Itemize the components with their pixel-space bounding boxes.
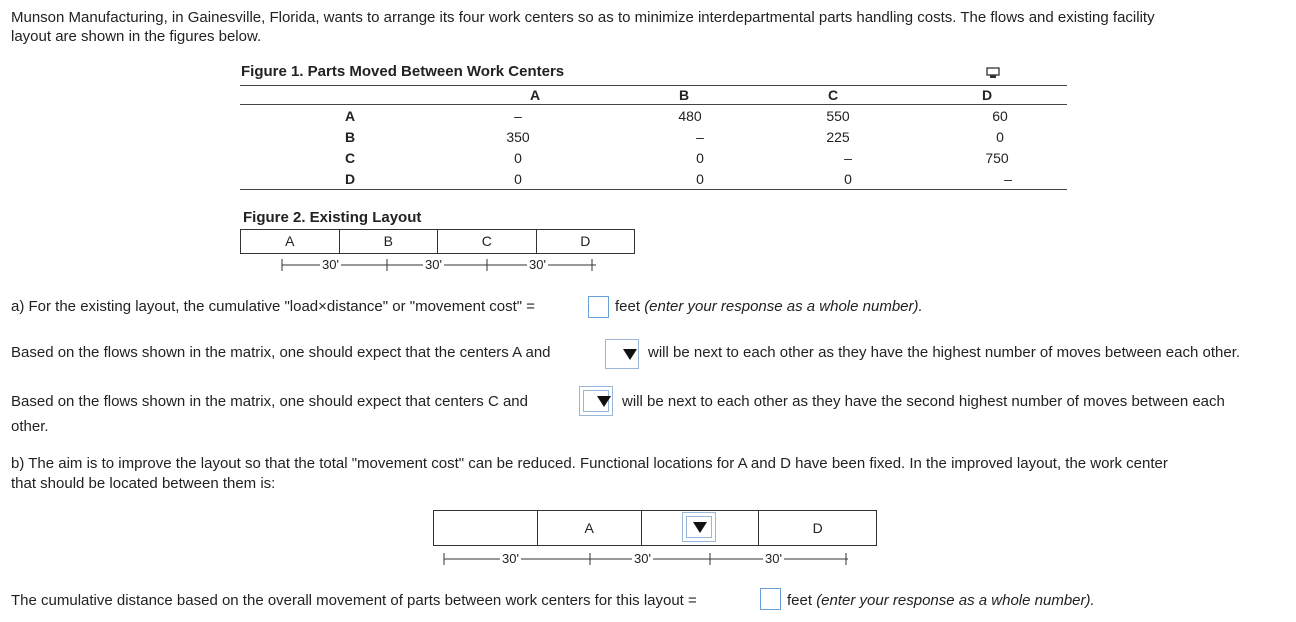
table-cell: – bbox=[844, 150, 852, 166]
cumulative-distance-input[interactable] bbox=[760, 588, 781, 610]
improved-layout-diagram bbox=[433, 510, 877, 546]
question-b-line2: that should be located between them is: bbox=[11, 475, 276, 492]
table-cell: 350 bbox=[506, 129, 530, 145]
column-header-d: D bbox=[981, 87, 993, 103]
pair2-dropdown[interactable] bbox=[579, 386, 613, 416]
column-header-c: C bbox=[827, 87, 839, 103]
table-cell: – bbox=[1004, 171, 1012, 187]
feet-label: feet bbox=[615, 298, 645, 315]
intro-line-1: Munson Manufacturing, in Gainesville, Florida, wants to arrange its four work centers so as to minimize interdepartmental parts handling costs. The flows and existing facility bbox=[11, 9, 1155, 26]
figure1-bottom-rule bbox=[240, 189, 1067, 190]
table-cell: 0 bbox=[696, 171, 704, 187]
column-header-b: B bbox=[678, 87, 690, 103]
table-cell: 0 bbox=[696, 150, 704, 166]
table-cell: – bbox=[514, 108, 522, 124]
layout-cell-c: C bbox=[438, 230, 537, 253]
table-cell: 60 bbox=[992, 108, 1008, 124]
improved-cell-middle bbox=[642, 511, 760, 545]
distance-label: 30' bbox=[425, 257, 442, 272]
instruction-hint: (enter your response as a whole number). bbox=[816, 592, 1095, 609]
intro-line-2: layout are shown in the figures below. bbox=[11, 28, 262, 45]
improved-layout-dropdown[interactable] bbox=[682, 512, 716, 542]
row-label: C bbox=[344, 150, 356, 166]
pair2-suffix: will be next to each other as they have the second highest number of moves between each bbox=[622, 393, 1225, 410]
pair2-suffix-line2: other. bbox=[11, 418, 49, 435]
distance-label: 30' bbox=[322, 257, 339, 272]
feet-label: feet bbox=[787, 592, 817, 609]
table-cell: 0 bbox=[996, 129, 1004, 145]
chevron-down-icon bbox=[623, 349, 637, 360]
table-cell: 0 bbox=[844, 171, 852, 187]
improved-cell-d: D bbox=[812, 520, 823, 536]
chevron-down-icon bbox=[693, 522, 707, 533]
final-question-prefix: The cumulative distance based on the overall movement of parts between work centers for this layout = bbox=[11, 592, 697, 609]
question-a-suffix bbox=[615, 297, 923, 317]
figure1-top-rule bbox=[240, 85, 1067, 86]
table-cell: 750 bbox=[985, 150, 1009, 166]
column-header-a: A bbox=[529, 87, 541, 103]
clipboard-icon[interactable] bbox=[986, 66, 1000, 78]
table-cell: 550 bbox=[826, 108, 850, 124]
pair2-prefix: Based on the flows shown in the matrix, one should expect that centers C and bbox=[11, 393, 528, 410]
distance-label: 30' bbox=[502, 551, 519, 566]
table-cell: 0 bbox=[514, 150, 522, 166]
question-a-prefix: a) For the existing layout, the cumulative "load×distance" or "movement cost" = bbox=[11, 298, 536, 315]
layout-cell-d: D bbox=[580, 233, 591, 249]
layout-cell-a: A bbox=[241, 230, 340, 253]
improved-cell-a: A bbox=[538, 511, 642, 545]
distance-label: 30' bbox=[529, 257, 546, 272]
question-b-line1: b) The aim is to improve the layout so that the total "movement cost" can be reduced. Functional locations for A and D have been fixed. In the improved layout, the work center bbox=[11, 455, 1168, 472]
improved-cell-1 bbox=[434, 511, 538, 545]
table-cell: 225 bbox=[826, 129, 850, 145]
row-label: D bbox=[344, 171, 356, 187]
instruction-hint: (enter your response as a whole number). bbox=[644, 298, 923, 315]
row-label: A bbox=[344, 108, 356, 124]
figure1-title: Figure 1. Parts Moved Between Work Centers bbox=[241, 63, 565, 80]
distance-label: 30' bbox=[634, 551, 651, 566]
pair1-suffix: will be next to each other as they have the highest number of moves between each other. bbox=[648, 344, 1241, 361]
layout-cell-b: B bbox=[340, 230, 439, 253]
pair1-dropdown[interactable] bbox=[605, 339, 639, 369]
movement-cost-input[interactable] bbox=[588, 296, 609, 318]
final-question-suffix bbox=[787, 591, 1095, 611]
chevron-down-icon bbox=[597, 396, 611, 407]
figure2-title: Figure 2. Existing Layout bbox=[243, 209, 422, 226]
figure1-header-rule bbox=[240, 104, 1067, 105]
table-cell: – bbox=[696, 129, 704, 145]
pair1-prefix: Based on the flows shown in the matrix, one should expect that the centers A and bbox=[11, 344, 551, 361]
existing-layout-diagram bbox=[240, 229, 635, 254]
table-cell: 0 bbox=[514, 171, 522, 187]
table-cell: 480 bbox=[678, 108, 702, 124]
distance-label: 30' bbox=[765, 551, 782, 566]
row-label: B bbox=[344, 129, 356, 145]
